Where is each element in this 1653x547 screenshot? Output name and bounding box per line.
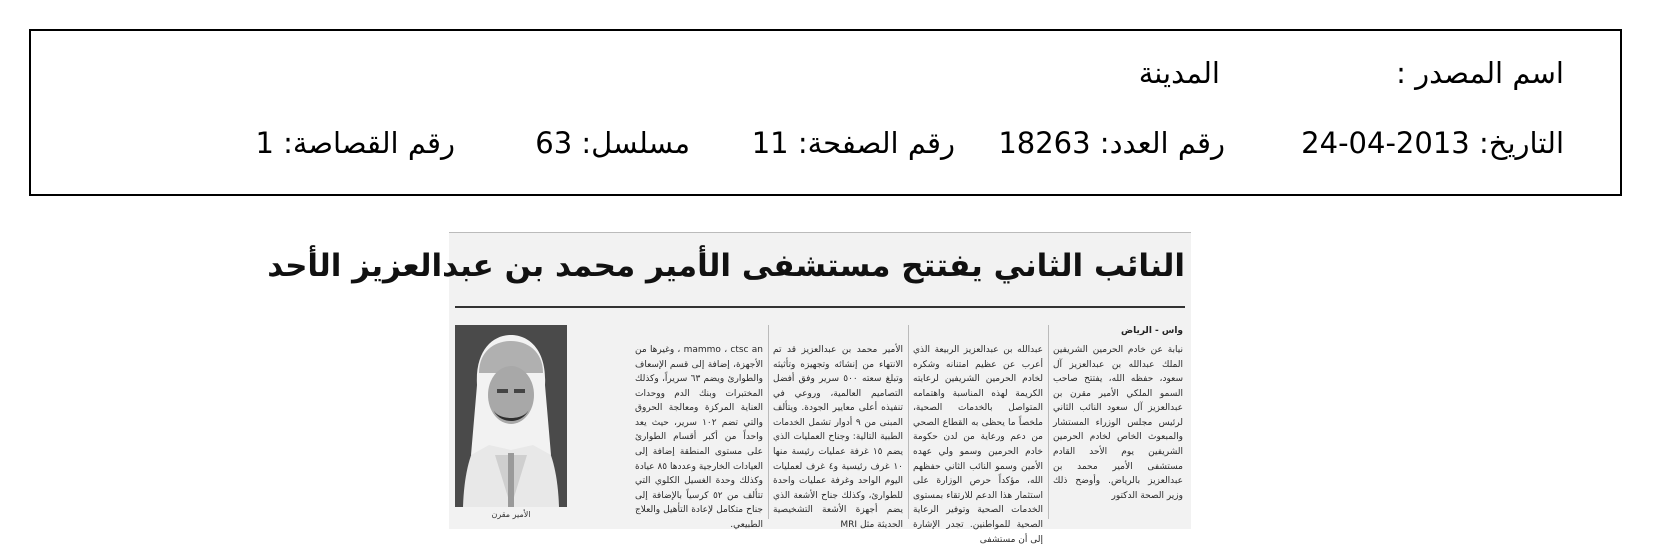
article-byline: واس - الرياض: [1120, 326, 1183, 336]
source-value: المدينة: [1138, 56, 1220, 90]
issue-number-field: رقم العدد: 18263: [998, 126, 1225, 160]
article-headline: النائب الثاني يفتتح مستشفى الأمير محمد بن عبدالعزيز الأحد: [267, 248, 1185, 284]
date-field: التاريخ: 2013-04-24: [1301, 126, 1564, 160]
portrait-illustration: [455, 325, 567, 507]
article-column-1: نيابة عن خادم الحرمين الشريفين الملك عبدالله بن عبدالعزيز آل سعود، حفظه الله، يفتتح صاحب السمو الملكي الأمير مقرن بن عبدالعزيز آل سعود النائب الثاني لرئيس مجلس الوزراء المستشار والمبعوث الخاص لخادم الحرمين الشريفين يوم الأحد القادم مستشفى الأمير محمد بن عبدالعزيز بالرياض. وأوضح ذلك وزير الصحة الدكتور: [1053, 345, 1183, 501]
photo-caption: الأمير مقرن: [491, 510, 531, 519]
portrait-photo: [455, 325, 567, 507]
serial-number-field: مسلسل: 63: [535, 126, 690, 160]
headline-divider: [455, 306, 1185, 308]
clipping-metadata-box: [29, 29, 1622, 196]
page-number-field: رقم الصفحة: 11: [751, 126, 955, 160]
column-divider: [768, 325, 769, 519]
newspaper-clipping: [267, 232, 1191, 545]
clip-number-field: رقم القصاصة: 1: [255, 126, 455, 160]
source-label: اسم المصدر :: [1396, 56, 1564, 90]
column-divider: [1048, 325, 1049, 519]
column-divider: [908, 325, 909, 519]
article-column-2: عبدالله بن عبدالعزيز الربيعة الذي أعرب عن عظيم امتنانه وشكره لخادم الحرمين الشريفين لرعايته الكريمة لهذه المناسبة واهتمامه المتواصل بالخدمات الصحية، ملخصاً ما يحظى به القطاع الصحي من دعم ورعاية من لدن حكومة خادم الحرمين وسمو ولي عهده الأمين وسمو النائب الثاني حفظهم الله، مؤكداً حرص الوزارة على استثمار هذا الدعم للارتقاء بمستوى الخدمات الصحية وتوفير الرعاية الصحية للمواطنين. تجدر الإشارة إلى أن مستشفى: [913, 345, 1043, 545]
article-column-4: mammo ، ctsc an ، وغيرها من الأجهزة، إضافة إلى قسم الإسعاف والطوارئ ويضم ٦٣ سريراً، وكذلك المختبرات وبنك الدم ووحدات العناية المركزة ومعالجة الحروق والتي تضم ١٠٢ سرير، حيث يعد واحداً من أكبر أقسام الطوارئ على مستوى المنطقة إضافة إلى العيادات الخارجية وعددها ٨٥ عيادة وكذلك وحدة الغسيل الكلوي التي تتألف من ٥٢ كرسياً بالإضافة إلى جناح متكامل لإعادة التأهيل والعلاج الطبيعي.: [635, 345, 764, 530]
article-column-3: الأمير محمد بن عبدالعزيز قد تم الانتهاء من إنشائه وتجهيزه وتأثيثه وتبلغ سعته ٥٠٠ سرير وفق أفضل التصاميم العالمية، وروعي في تنفيذه أعلى معايير الجودة. ويتألف المبنى من ٩ أدوار تشمل الخدمات الطبية التالية: وجناح العمليات الذي يضم ١٥ غرفة عمليات رئيسة منها ١٠ غرف رئيسية و٤ غرف لعمليات اليوم الواحد وغرفة عمليات واحدة للطوارئ، وكذلك جناح الأشعة الذي يضم أجهزة الأشعة التشخيصية الحديثة مثل MRI: [773, 345, 904, 530]
